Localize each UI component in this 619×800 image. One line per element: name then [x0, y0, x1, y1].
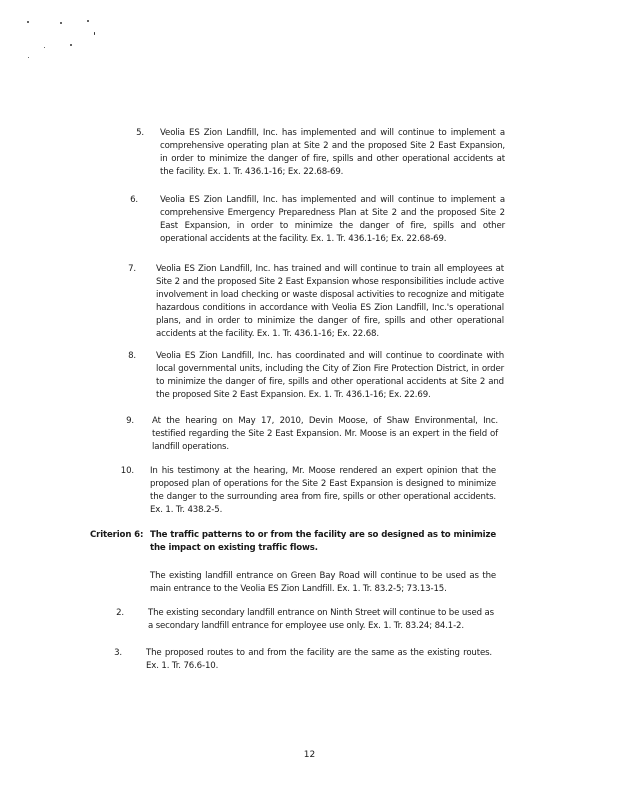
item-number: 5. [136, 128, 144, 138]
scan-speck [70, 44, 72, 46]
scan-speck [27, 21, 29, 23]
finding-item [0, 415, 619, 457]
item-text: The existing secondary landfill entrance on Ninth Street will continue to be used as a secondary landfill entrance for employee use only. Ex. 1. Tr. 83.24; 84.1-2. [148, 608, 494, 631]
item-text: The proposed routes to and from the facility are the same as the existing routes. Ex. 1. Tr. 76.6-10. [146, 648, 492, 671]
criterion-label: Criterion 6: [90, 530, 144, 540]
item-text: Veolia ES Zion Landfill, Inc. has coordinated and will continue to coordinate with local governmental units, including the City of Zion Fire Protection District, in order to minimize the danger of fire, spills and other operational accidents at Site 2 and the proposed Site 2 East Expansion. Ex. 1. Tr. 436.1-16; Ex. 22.69. [156, 351, 504, 400]
item-text: Veolia ES Zion Landfill, Inc. has trained and will continue to train all employees at Site 2 and the proposed Site 2 East Expansion whose responsibilities include active involvement in load checking or waste disposal activities to recognize and mitigate hazardous conditions in accordance with Veolia ES Zion Landfill, Inc.'s operational plans, and in order to minimize the danger of fire, spills and other operational accidents at the facility. Ex. 1. Tr. 436.1-16; Ex. 22.68. [156, 264, 504, 339]
item-number: 9. [126, 416, 134, 426]
finding-item [0, 127, 619, 189]
criterion-heading [0, 529, 619, 561]
finding-item [0, 465, 619, 520]
scan-speck [60, 22, 62, 24]
scan-speck [28, 57, 29, 58]
item-number: 7. [128, 264, 136, 274]
item-number: 6. [130, 195, 138, 205]
criterion-item [0, 647, 619, 679]
page-number: 12 [303, 750, 316, 760]
item-text: In his testimony at the hearing, Mr. Moose rendered an expert opinion that the proposed plan of operations for the Site 2 East Expansion is designed to minimize the danger to the surrounding area from fire, spills or other operational accidents. Ex. 1. Tr. 438.2-5. [150, 466, 496, 515]
item-number: 8. [128, 351, 136, 361]
scan-speck [94, 32, 95, 35]
item-text: Veolia ES Zion Landfill, Inc. has implemented and will continue to implement a comprehensive Emergency Preparedness Plan at Site 2 and the proposed Site 2 East Expansion, in order to minimize the danger of fire, spills and other operational accidents at the facility. Ex. 1. Tr. 436.1-16; Ex. 22.68-69. [160, 195, 505, 244]
scan-speck [44, 47, 45, 48]
item-number: 3. [114, 648, 122, 658]
scan-speck [87, 20, 89, 22]
finding-item [0, 350, 619, 405]
item-number: 10. [120, 466, 134, 476]
criterion-text: The traffic patterns to or from the facility are so designed as to minimize the impact on existing traffic flows. [150, 530, 496, 553]
finding-item [0, 194, 619, 256]
finding-item [0, 263, 619, 343]
item-text: Veolia ES Zion Landfill, Inc. has implemented and will continue to implement a comprehensive operating plan at Site 2 and the proposed Site 2 East Expansion, in order to minimize the danger of fire, spills and other operational accidents at the facility. Ex. 1. Tr. 436.1-16; Ex. 22.68-69. [160, 128, 505, 177]
criterion-item [0, 607, 619, 639]
item-text: The existing landfill entrance on Green Bay Road will continue to be used as the main entrance to the Veolia ES Zion Landfill. Ex. 1. Tr. 83.2-5; 73.13-15. [150, 571, 496, 594]
item-number: 2. [116, 608, 124, 618]
item-text: At the hearing on May 17, 2010, Devin Moose, of Shaw Environmental, Inc. testified regarding the Site 2 East Expansion. Mr. Moose is an expert in the field of landfill operations. [152, 416, 498, 452]
criterion-item [0, 570, 619, 602]
